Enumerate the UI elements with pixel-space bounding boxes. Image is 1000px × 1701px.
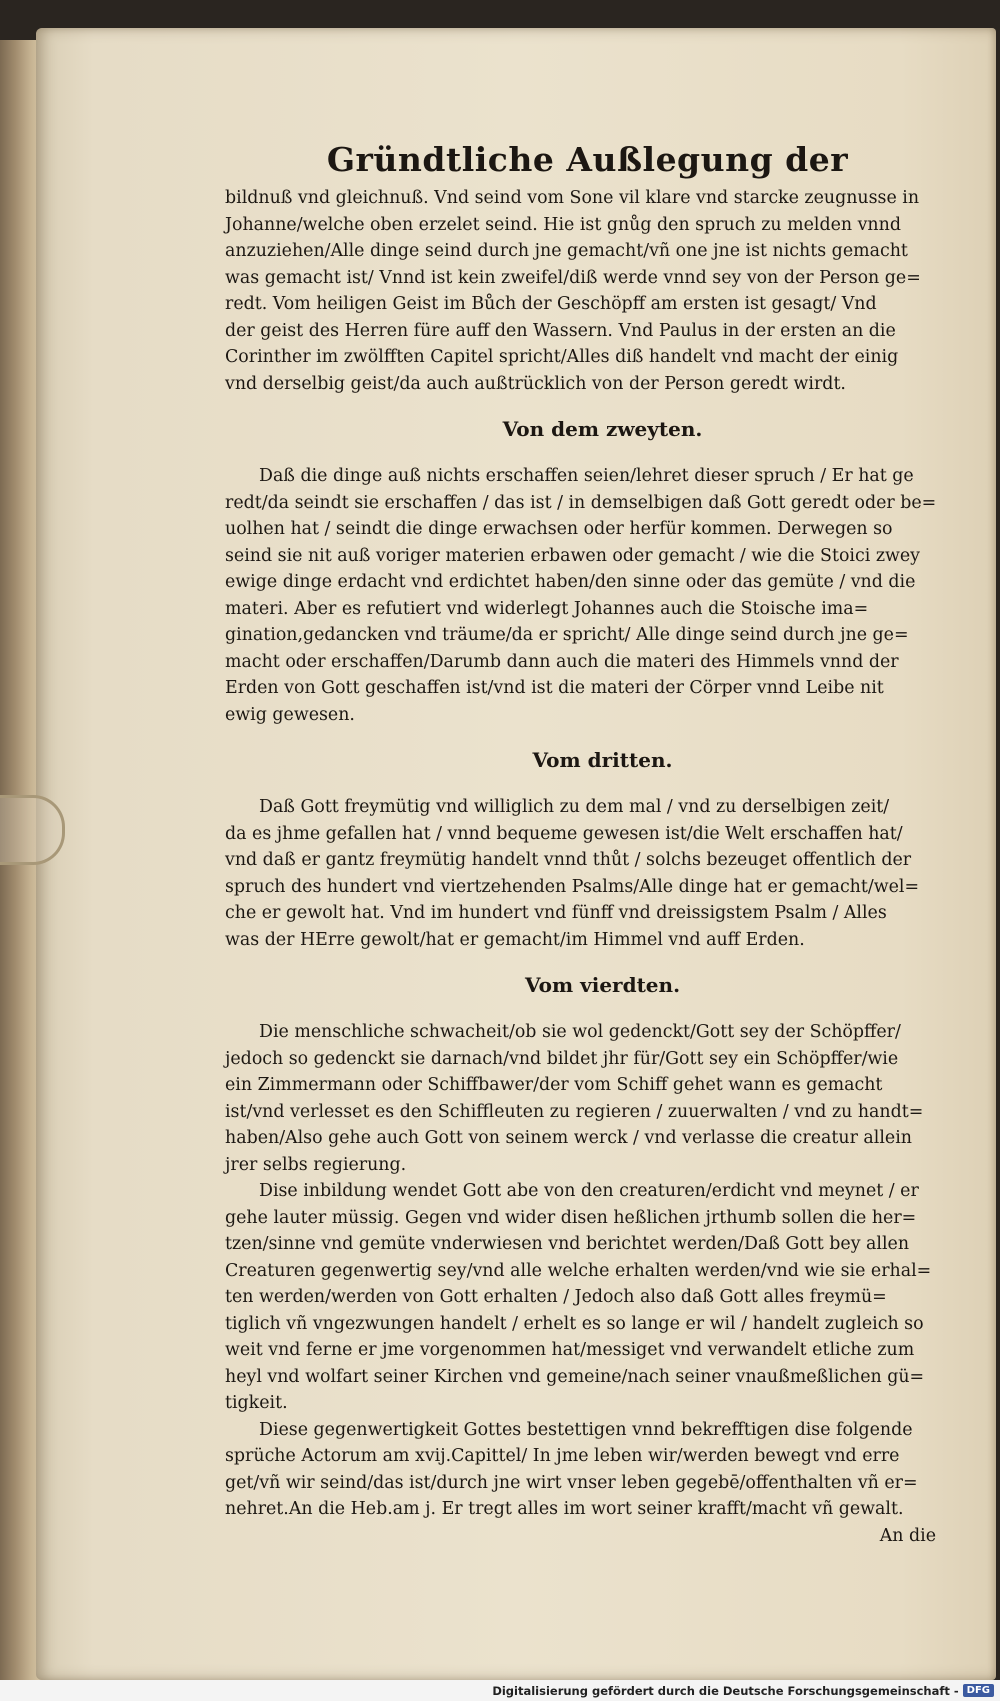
text-line: ten werden/werden von Gott erhalten / Jedoch also daß Gott alles freymü=	[225, 1287, 887, 1307]
text-line: ein Zimmermann oder Schiffbawer/der vom Schiff gehet wann es gemacht	[225, 1075, 883, 1095]
text-line: was gemacht ist/ Vnnd ist kein zweifel/diß werde vnnd sey von der Person ge=	[225, 267, 921, 288]
text-line: jrer selbs regierung.	[225, 1154, 407, 1175]
text-line: haben/Also gehe auch Gott von seinem werck / vnd verlasse die creatur allein	[225, 1128, 912, 1148]
sections	[225, 417, 940, 1523]
page-tab-loop	[0, 795, 65, 865]
text-line: tzen/sinne vnd gemüte vnderwiesen vnd berichtet werden/Daß Gott bey allen	[225, 1234, 910, 1254]
text-line: Diese gegenwertigkeit Gottes bestettigen vnnd bekrefftigen dise folgende	[259, 1419, 913, 1440]
text-line: gination,gedancken vnd träume/da er spricht/ Alle dinge seind durch jne ge=	[225, 625, 909, 645]
text-line: Johanne/welche oben erzelet seind. Hie ist gnůg den spruch zu melden vnnd	[225, 214, 901, 235]
text-line: sprüche Actorum am xvij.Capittel/ In jme leben wir/werden bewegt vnd erre	[225, 1446, 900, 1466]
text-line: ist/vnd verlesset es den Schiffleuten zu regieren / zuuerwalten / vnd zu handt=	[225, 1101, 924, 1122]
text-line: ewig gewesen.	[225, 704, 355, 725]
intro-paragraph	[225, 185, 940, 397]
footer-bar	[0, 1680, 1000, 1701]
text-line: heyl vnd wolfart seiner Kirchen vnd gemeine/nach seiner vnaußmeßlichen gü=	[225, 1366, 925, 1387]
text-line: vnd daß er gantz freymütig handelt vnnd thůt / solchs bezeuget offentlich der	[225, 850, 912, 870]
text-line: der geist des Herren füre auff den Wassern. Vnd Paulus in der ersten an die	[225, 320, 896, 341]
text-line: che er gewolt hat. Vnd im hundert vnd fünff vnd dreissigstem Psalm / Alles	[225, 903, 887, 923]
text-line: Corinther im zwölfften Capitel spricht/Alles diß handelt vnd macht der einig	[225, 347, 899, 367]
text-line: uolhen hat / seindt die dinge erwachsen oder herfür kommen. Derwegen so	[225, 519, 893, 539]
section-heading: Vom vierdten.	[524, 973, 681, 997]
text-line: nehret.An die Heb.am j. Er tregt alles im wort seiner krafft/macht vñ gewalt.	[225, 1499, 904, 1519]
paragraph	[225, 794, 940, 953]
paragraph	[225, 1417, 940, 1523]
text-line: gehe lauter müssig. Gegen vnd wider disen heßlichen jrthumb sollen die her=	[225, 1207, 917, 1228]
text-line: da es jhme gefallen hat / vnnd bequeme gewesen ist/die Welt erschaffen hat/	[225, 823, 903, 844]
text-line: ewige dinge erdacht vnd erdichtet haben/den sinne oder das gemüte / vnd die	[225, 572, 916, 592]
text-line: bildnuß vnd gleichnuß. Vnd seind vom Sone vil klare vnd starcke zeugnusse in	[225, 188, 920, 208]
text-line: seind sie nit auß voriger materien erbawen oder gemacht / wie die Stoici zwey	[225, 545, 920, 566]
text-line: vnd derselbig geist/da auch außtrücklich von der Person geredt wirdt.	[225, 373, 846, 394]
text-line: Daß die dinge auß nichts erschaffen seien/lehret dieser spruch / Er hat ge	[259, 466, 914, 486]
text-line: materi. Aber es refutiert vnd widerlegt Johannes auch die Stoische ima=	[225, 598, 869, 619]
text-line: tiglich vñ vngezwungen handelt / erhelt es so lange er wil / handelt zugleich so	[225, 1313, 924, 1334]
text-line: Creaturen gegenwertig sey/vnd alle welche erhalten werden/vnd wie sie erhal=	[225, 1260, 932, 1281]
running-head: Gründtliche Außlegung der	[326, 140, 849, 179]
text-line: jedoch so gedenckt sie darnach/vnd bildet jhr für/Gott sey ein Schöpffer/wie	[225, 1048, 899, 1069]
text-line: get/vñ wir seind/das ist/durch jne wirt vnser leben gegebē/offenthalten vñ er=	[225, 1472, 918, 1493]
text-line: macht oder erschaffen/Darumb dann auch die materi des Himmels vnnd der	[225, 651, 899, 672]
dfg-logo[interactable]: DFG	[963, 1684, 994, 1697]
text-line: Erden von Gott geschaffen ist/vnd ist die materi der Cörper vnnd Leibe nit	[225, 678, 884, 698]
text-line: Die menschliche schwacheit/ob sie wol gedenckt/Gott sey der Schöpffer/	[259, 1022, 901, 1042]
text-line: anzuziehen/Alle dinge seind durch jne gemacht/vñ one jne ist nichts gemacht	[225, 241, 908, 261]
text-line: redt. Vom heiligen Geist im Bůch der Geschöpff am ersten ist gesagt/ Vnd	[225, 294, 877, 314]
section-heading: Von dem zweyten.	[502, 417, 703, 441]
paragraph	[225, 1178, 940, 1417]
text-line: redt/da seindt sie erschaffen / das ist / in demselbigen daß Gott geredt oder be=	[225, 492, 937, 513]
text-line: tigkeit.	[225, 1393, 288, 1413]
catchword: An die	[879, 1525, 936, 1546]
text-line: spruch des hundert vnd viertzehenden Psalms/Alle dinge hat er gemacht/wel=	[225, 876, 920, 897]
section-heading: Vom dritten.	[532, 748, 673, 772]
footer-text: Digitalisierung gefördert durch die Deutsche Forschungsgemeinschaft -	[492, 1683, 959, 1698]
text-line: Daß Gott freymütig vnd williglich zu dem mal / vnd zu derselbigen zeit/	[259, 797, 890, 817]
text-line: Dise inbildung wendet Gott abe von den creaturen/erdicht vnd meynet / er	[259, 1181, 919, 1201]
text-line: was der HErre gewolt/hat er gemacht/im Himmel vnd auff Erden.	[225, 929, 805, 950]
paragraph	[225, 1019, 940, 1178]
text-line: weit vnd ferne er jme vorgenommen hat/messiget vnd verwandelt etliche zum	[225, 1340, 915, 1360]
paragraph	[225, 463, 940, 728]
page-content	[225, 140, 940, 1549]
